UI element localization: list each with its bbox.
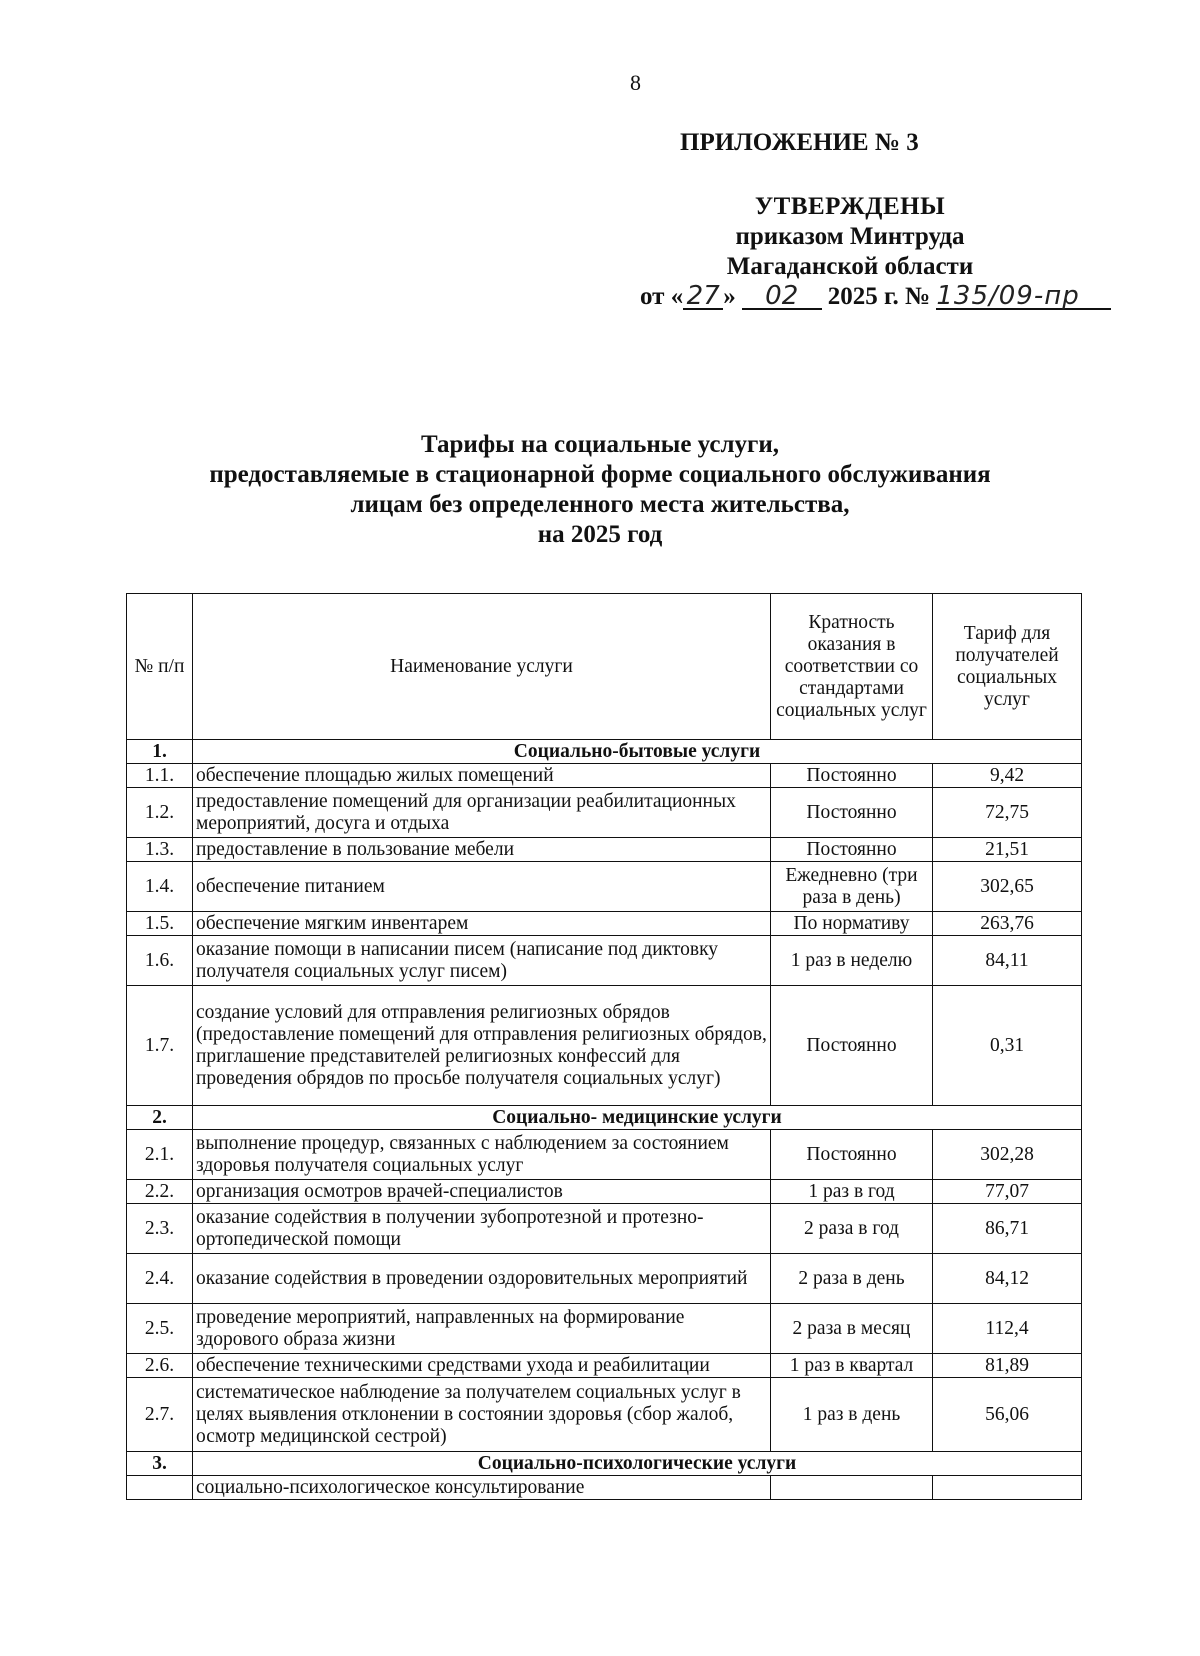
table-row (127, 1354, 1082, 1378)
table-body (127, 740, 1082, 1500)
handwritten-order-number: 135/09-пр (936, 284, 1111, 310)
cell-freq: Ежедневно (три раза в день) (771, 862, 933, 912)
cell-num: 2.4. (127, 1254, 193, 1304)
cell-freq: 2 раза в день (771, 1254, 933, 1304)
cell-tariff: 302,65 (933, 862, 1082, 912)
cell-name: оказание помощи в написании писем (написание под диктовку получателя социальных услуг писем) (193, 936, 771, 986)
table-row (127, 764, 1082, 788)
cell-tariff: 112,4 (933, 1304, 1082, 1354)
cell-tariff: 56,06 (933, 1378, 1082, 1452)
cell-name: обеспечение площадью жилых помещений (193, 764, 771, 788)
cell-freq: 1 раз в день (771, 1378, 933, 1452)
section-num: 3. (127, 1452, 193, 1476)
cell-tariff: 86,71 (933, 1204, 1082, 1254)
cell-name: предоставление помещений для организации реабилитационных мероприятий, досуга и отдыха (193, 788, 771, 838)
cell-name: обеспечение мягким инвентарем (193, 912, 771, 936)
cell-num: 1.7. (127, 986, 193, 1106)
cell-num: 2.7. (127, 1378, 193, 1452)
header-tariff: Тариф для получателей социальных услуг (933, 594, 1082, 740)
cell-tariff: 84,12 (933, 1254, 1082, 1304)
table-row (127, 862, 1082, 912)
appendix-label: ПРИЛОЖЕНИЕ № 3 (680, 129, 919, 156)
cell-num: 1.4. (127, 862, 193, 912)
header-name: Наименование услуги (193, 594, 771, 740)
header-frequency: Кратность оказания в соответствии со стандартами социальных услуг (771, 594, 933, 740)
title-line-1: Тарифы на социальные услуги, (420, 431, 780, 458)
section-row (127, 1452, 1082, 1476)
approval-block (640, 128, 1080, 312)
table-row (127, 912, 1082, 936)
section-name: Социально- медицинские услуги (193, 1106, 1082, 1130)
date-prefix: от « (640, 283, 684, 310)
cell-name: создание условий для отправления религиозных обрядов (предоставление помещений для отправления религиозных обрядов, приглашение представителей религиозных конфессий для проведения обрядов по просьбе получателя социальных услуг) (193, 986, 771, 1106)
cell-name: обеспечение питанием (193, 862, 771, 912)
cell-freq: Постоянно (771, 764, 933, 788)
cell-num: 1.2. (127, 788, 193, 838)
page-number: 8 (630, 70, 641, 95)
approved-label: УТВЕРЖДЕНЫ (754, 193, 946, 220)
cell-tariff: 81,89 (933, 1354, 1082, 1378)
title-line-4: на 2025 год (537, 521, 663, 548)
section-name: Социально-бытовые услуги (193, 740, 1082, 764)
cell-freq: 2 раза в месяц (771, 1304, 933, 1354)
cell-name: оказание содействия в получении зубопротезной и протезно-ортопедической помощи (193, 1204, 771, 1254)
cell-freq (771, 1476, 933, 1500)
title-line-3: лицам без определенного места жительства, (350, 491, 850, 518)
cell-name: оказание содействия в проведении оздоровительных мероприятий (193, 1254, 771, 1304)
cell-num: 1.3. (127, 838, 193, 862)
cell-num: 2.3. (127, 1204, 193, 1254)
date-mid: » (723, 283, 736, 310)
cell-freq: 2 раза в год (771, 1204, 933, 1254)
table-row (127, 1476, 1082, 1500)
cell-tariff: 21,51 (933, 838, 1082, 862)
cell-name: организация осмотров врачей-специалистов (193, 1180, 771, 1204)
cell-name: социально-психологическое консультирование (193, 1476, 771, 1500)
cell-freq: Постоянно (771, 838, 933, 862)
cell-freq: 1 раз в год (771, 1180, 933, 1204)
cell-tariff: 0,31 (933, 986, 1082, 1106)
cell-num: 1.1. (127, 764, 193, 788)
table-header-row (127, 594, 1082, 740)
cell-num: 1.6. (127, 936, 193, 986)
cell-freq: Постоянно (771, 1130, 933, 1180)
cell-num (127, 1476, 193, 1500)
region-label: Магаданской области (726, 253, 974, 280)
section-row (127, 1106, 1082, 1130)
cell-num: 1.5. (127, 912, 193, 936)
section-num: 2. (127, 1106, 193, 1130)
cell-num: 2.2. (127, 1180, 193, 1204)
cell-name: обеспечение техническими средствами ухода и реабилитации (193, 1354, 771, 1378)
cell-tariff: 77,07 (933, 1180, 1082, 1204)
table-row (127, 936, 1082, 986)
cell-num: 2.6. (127, 1354, 193, 1378)
cell-freq: По нормативу (771, 912, 933, 936)
cell-tariff: 84,11 (933, 936, 1082, 986)
cell-name: проведение мероприятий, направленных на формирование здорового образа жизни (193, 1304, 771, 1354)
table-row (127, 838, 1082, 862)
handwritten-day: 27 (683, 284, 723, 310)
cell-freq: 1 раз в квартал (771, 1354, 933, 1378)
table-row (127, 1254, 1082, 1304)
date-year: 2025 г. № (827, 283, 931, 310)
cell-name: систематическое наблюдение за получателем социальных услуг в целях выявления отклонении в состоянии здоровья (сбор жалоб, осмотр медицинской сестрой) (193, 1378, 771, 1452)
table-row (127, 986, 1082, 1106)
table-row (127, 1204, 1082, 1254)
cell-freq: Постоянно (771, 986, 933, 1106)
cell-tariff (933, 1476, 1082, 1500)
cell-tariff: 263,76 (933, 912, 1082, 936)
cell-freq: 1 раз в неделю (771, 936, 933, 986)
table-row (127, 1180, 1082, 1204)
table-row (127, 1378, 1082, 1452)
section-num: 1. (127, 740, 193, 764)
header-num: № п/п (127, 594, 193, 740)
order-label: приказом Минтруда (735, 223, 965, 250)
order-date-line (640, 281, 1080, 312)
title-line-2: предоставляемые в стационарной форме социального обслуживания (209, 461, 991, 488)
cell-name: предоставление в пользование мебели (193, 838, 771, 862)
section-row (127, 740, 1082, 764)
table-row (127, 1304, 1082, 1354)
cell-tariff: 9,42 (933, 764, 1082, 788)
document-title (0, 430, 1200, 550)
cell-tariff: 302,28 (933, 1130, 1082, 1180)
cell-freq: Постоянно (771, 788, 933, 838)
tariffs-table (126, 593, 1082, 1500)
handwritten-month: 02 (742, 284, 822, 310)
section-name: Социально-психологические услуги (193, 1452, 1082, 1476)
cell-num: 2.5. (127, 1304, 193, 1354)
cell-name: выполнение процедур, связанных с наблюдением за состоянием здоровья получателя социальных услуг (193, 1130, 771, 1180)
cell-num: 2.1. (127, 1130, 193, 1180)
table-row (127, 1130, 1082, 1180)
table-row (127, 788, 1082, 838)
cell-tariff: 72,75 (933, 788, 1082, 838)
